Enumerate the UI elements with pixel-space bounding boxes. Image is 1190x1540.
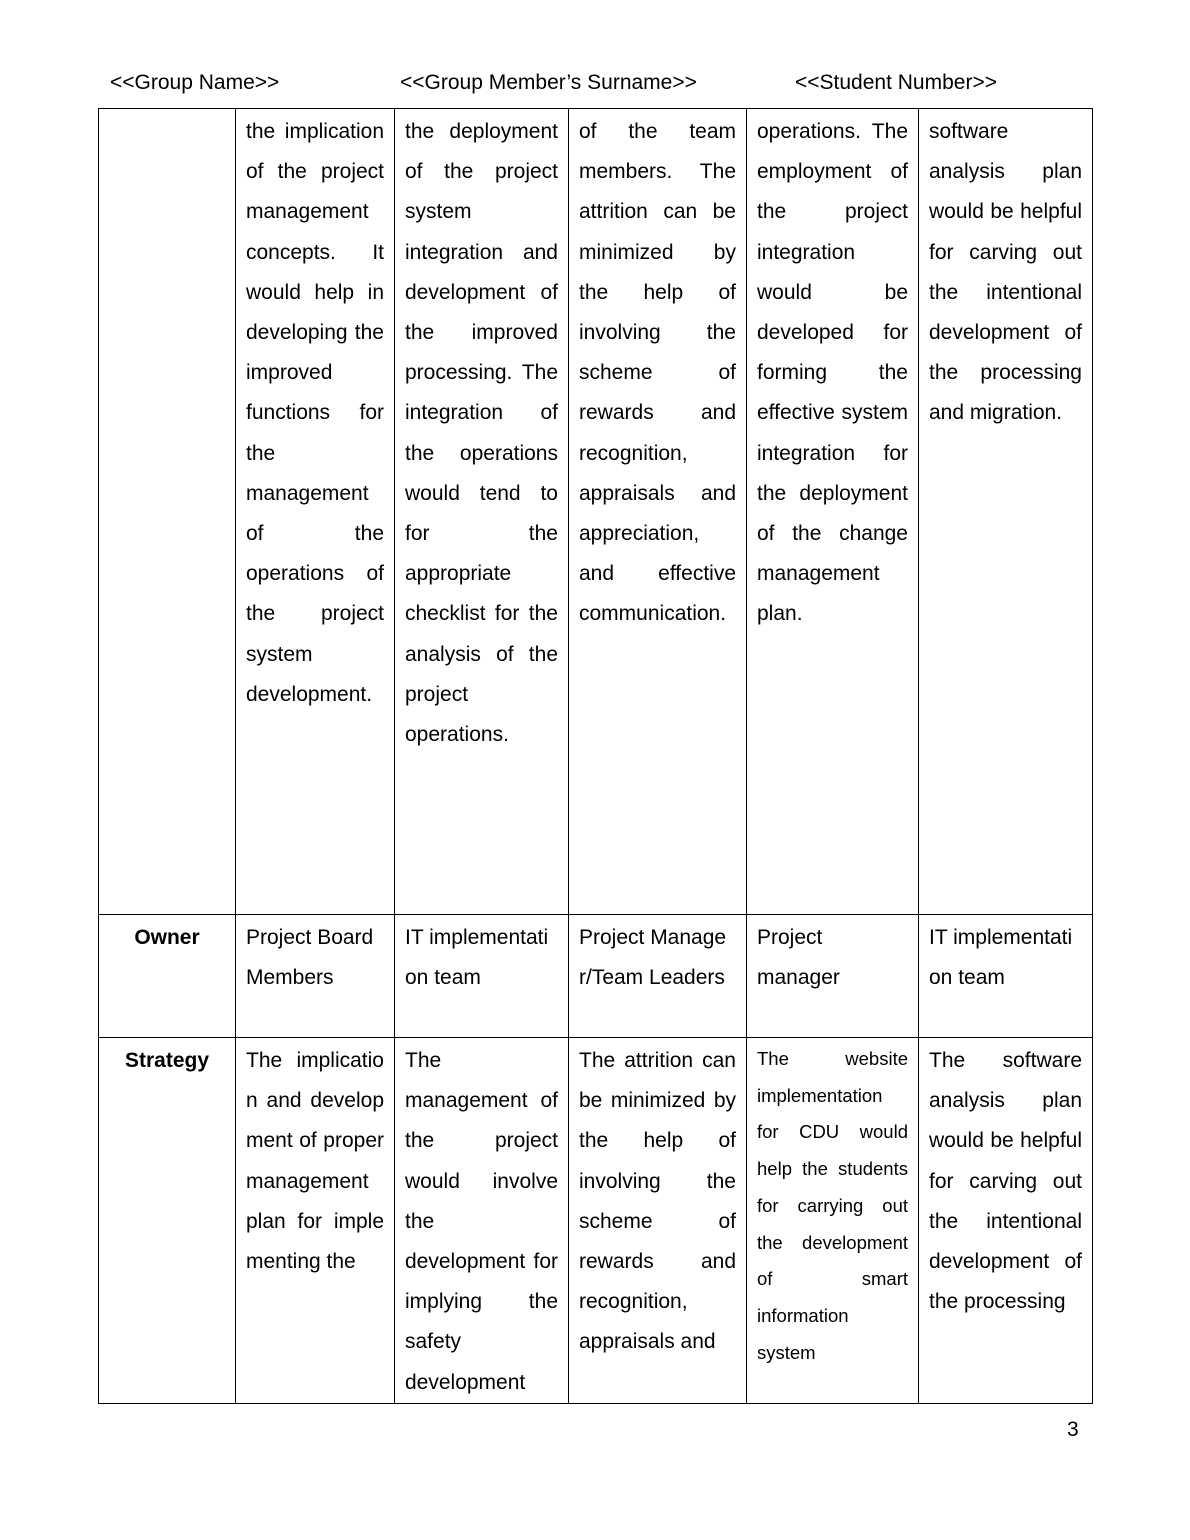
table-cell: operations. The employment of the project integration would be developed for forming the effective system integration for the deployment of the change management plan. [747,109,919,915]
table-cell: the implication of the project management concepts. It would help in developing the improved functions for the management of the operations of the project system development. [236,109,395,915]
table-cell: The attrition can be minimized by the help of involving the scheme of rewards and recognition, appraisals and [569,1038,747,1404]
table-cell: The management of the project would involve the development for implying the safety development [395,1038,569,1404]
table-row-strategy [99,1038,1093,1404]
table-cell: IT implementation team [919,915,1093,1038]
table-cell: The website implementation for CDU would help the students for carrying out the development of smart information system [747,1038,919,1404]
table-cell: IT implementation team [395,915,569,1038]
header-member-surname: <<Group Member’s Surname>> [400,71,697,94]
table-row-continued [99,109,1093,915]
page-number: 3 [1067,1418,1079,1441]
table-cell: Project Manager/Team Leaders [569,915,747,1038]
row-label-continued [99,109,236,915]
table-cell: of the team members. The attrition can be minimized by the help of involving the scheme of rewards and recognition, appraisals and appreciation, and effective communication. [569,109,747,915]
table-cell: the deployment of the project system integration and development of the improved processing. The integration of the operations would tend to for the appropriate checklist for the analysis of the project operations. [395,109,569,915]
row-label-strategy: Strategy [99,1038,236,1404]
table-cell: software analysis plan would be helpful for carving out the intentional development of the processing and migration. [919,109,1093,915]
table-cell: Project manager [747,915,919,1038]
table-row-owner [99,915,1093,1038]
table-cell: The software analysis plan would be helpful for carving out the intentional development of the processing [919,1038,1093,1404]
row-label-owner: Owner [99,915,236,1038]
strategy-table [98,108,1093,1404]
table-cell: The implication and development of proper management plan for implementing the [236,1038,395,1404]
header-group-name: <<Group Name>> [110,71,280,94]
table-cell: Project Board Members [236,915,395,1038]
header-student-number: <<Student Number>> [795,71,997,94]
